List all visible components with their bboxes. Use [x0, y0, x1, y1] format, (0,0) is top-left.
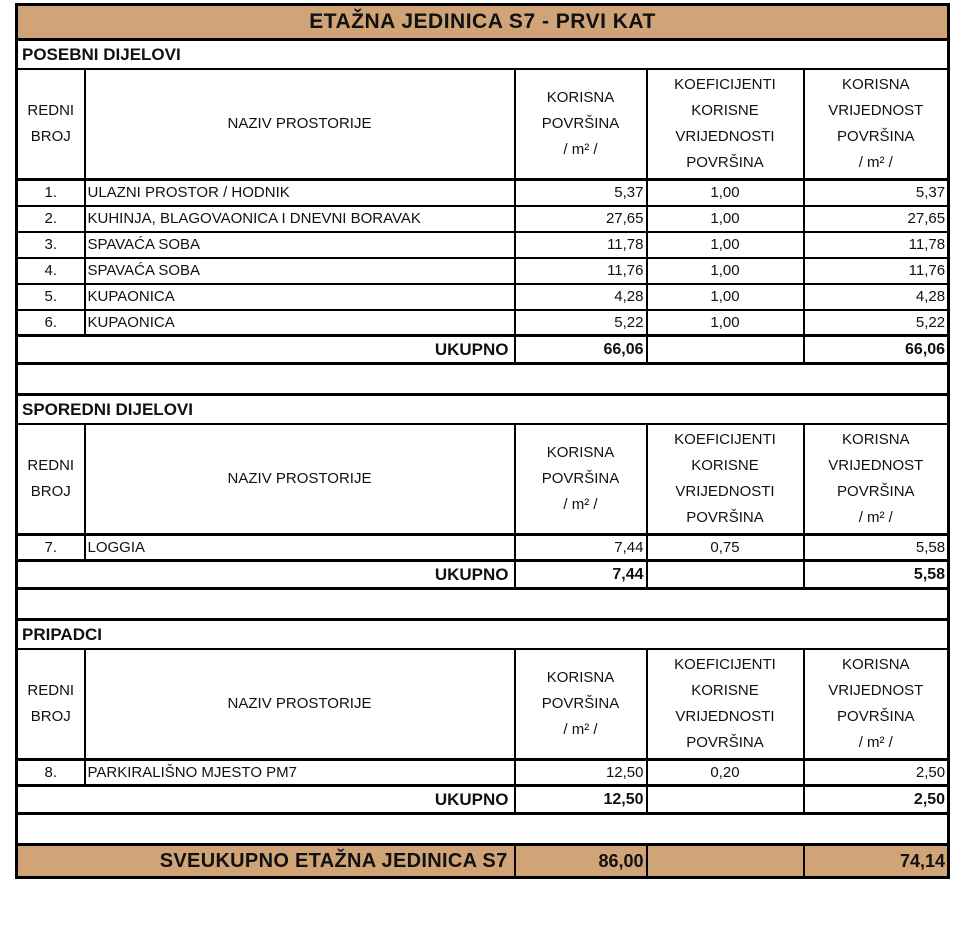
cell-naziv: PARKIRALIŠNO MJESTO PM7 [85, 760, 515, 786]
ukupno-koeficijent-empty [647, 336, 804, 364]
cell-naziv: ULAZNI PROSTOR / HODNIK [85, 180, 515, 206]
cell-koeficijent: 1,00 [647, 206, 804, 232]
section-spacer [17, 364, 949, 395]
cell-redni-broj: 1. [17, 180, 85, 206]
section-title: SPOREDNI DIJELOVI [17, 395, 949, 425]
ukupno-label: UKUPNO [17, 336, 515, 364]
grand-total-korisna-povrsina: 86,00 [515, 845, 647, 878]
column-header-row [17, 649, 949, 760]
ukupno-korisna-vrijednost: 66,06 [804, 336, 949, 364]
cell-korisna-povrsina: 11,76 [515, 258, 647, 284]
table-row [17, 232, 949, 258]
col-header-redni-broj: REDNI BROJ [17, 424, 85, 535]
cell-koeficijent: 1,00 [647, 310, 804, 336]
spacer-cell [17, 364, 949, 395]
cell-korisna-povrsina: 27,65 [515, 206, 647, 232]
area-calculation-table [15, 3, 950, 879]
cell-naziv: KUHINJA, BLAGOVAONICA I DNEVNI BORAVAK [85, 206, 515, 232]
col-header-naziv-prostorije: NAZIV PROSTORIJE [85, 69, 515, 180]
cell-korisna-povrsina: 11,78 [515, 232, 647, 258]
cell-koeficijent: 0,75 [647, 535, 804, 561]
title-row [17, 5, 949, 40]
cell-koeficijent: 1,00 [647, 232, 804, 258]
ukupno-korisna-vrijednost: 2,50 [804, 786, 949, 814]
cell-redni-broj: 2. [17, 206, 85, 232]
table-row [17, 284, 949, 310]
cell-korisna-povrsina: 5,37 [515, 180, 647, 206]
col-header-naziv-prostorije: NAZIV PROSTORIJE [85, 424, 515, 535]
cell-korisna-vrijednost: 27,65 [804, 206, 949, 232]
col-header-korisna-vrijednost: KORISNA VRIJEDNOST POVRŠINA / m² / [804, 424, 949, 535]
ukupno-koeficijent-empty [647, 786, 804, 814]
cell-koeficijent: 0,20 [647, 760, 804, 786]
table-row [17, 180, 949, 206]
section-header-sporedni-dijelovi [17, 395, 949, 425]
cell-korisna-vrijednost: 5,58 [804, 535, 949, 561]
table-row [17, 535, 949, 561]
cell-korisna-vrijednost: 2,50 [804, 760, 949, 786]
table-title: ETAŽNA JEDINICA S7 - PRVI KAT [17, 5, 949, 40]
cell-redni-broj: 4. [17, 258, 85, 284]
table-row [17, 760, 949, 786]
col-header-koeficijenti: KOEFICIJENTI KORISNE VRIJEDNOSTI POVRŠINA [647, 69, 804, 180]
cell-korisna-vrijednost: 5,22 [804, 310, 949, 336]
grand-total-row [17, 845, 949, 878]
ukupno-korisna-povrsina: 7,44 [515, 561, 647, 589]
col-header-korisna-vrijednost: KORISNA VRIJEDNOST POVRŠINA / m² / [804, 69, 949, 180]
col-header-korisna-povrsina: KORISNA POVRŠINA / m² / [515, 424, 647, 535]
cell-redni-broj: 6. [17, 310, 85, 336]
spacer-cell [17, 814, 949, 845]
ukupno-label: UKUPNO [17, 561, 515, 589]
cell-naziv: KUPAONICA [85, 284, 515, 310]
col-header-korisna-povrsina: KORISNA POVRŠINA / m² / [515, 649, 647, 760]
subtotal-row [17, 336, 949, 364]
ukupno-koeficijent-empty [647, 561, 804, 589]
section-title: PRIPADCI [17, 620, 949, 650]
section-spacer [17, 589, 949, 620]
cell-korisna-vrijednost: 11,76 [804, 258, 949, 284]
col-header-redni-broj: REDNI BROJ [17, 69, 85, 180]
col-header-koeficijenti: KOEFICIJENTI KORISNE VRIJEDNOSTI POVRŠINA [647, 424, 804, 535]
spacer-cell [17, 589, 949, 620]
cell-korisna-vrijednost: 4,28 [804, 284, 949, 310]
ukupno-korisna-vrijednost: 5,58 [804, 561, 949, 589]
cell-korisna-vrijednost: 11,78 [804, 232, 949, 258]
column-header-row [17, 69, 949, 180]
subtotal-row [17, 561, 949, 589]
ukupno-korisna-povrsina: 66,06 [515, 336, 647, 364]
section-header-posebni-dijelovi [17, 40, 949, 70]
grand-total-label: SVEUKUPNO ETAŽNA JEDINICA S7 [17, 845, 515, 878]
cell-koeficijent: 1,00 [647, 284, 804, 310]
section-spacer [17, 814, 949, 845]
table-row [17, 206, 949, 232]
table-row [17, 258, 949, 284]
cell-naziv: SPAVAĆA SOBA [85, 232, 515, 258]
cell-koeficijent: 1,00 [647, 258, 804, 284]
cell-korisna-povrsina: 4,28 [515, 284, 647, 310]
ukupno-label: UKUPNO [17, 786, 515, 814]
cell-redni-broj: 8. [17, 760, 85, 786]
table-row [17, 310, 949, 336]
cell-korisna-povrsina: 7,44 [515, 535, 647, 561]
cell-redni-broj: 5. [17, 284, 85, 310]
cell-koeficijent: 1,00 [647, 180, 804, 206]
cell-naziv: KUPAONICA [85, 310, 515, 336]
cell-korisna-povrsina: 5,22 [515, 310, 647, 336]
col-header-korisna-povrsina: KORISNA POVRŠINA / m² / [515, 69, 647, 180]
col-header-korisna-vrijednost: KORISNA VRIJEDNOST POVRŠINA / m² / [804, 649, 949, 760]
cell-korisna-vrijednost: 5,37 [804, 180, 949, 206]
section-header-pripadci [17, 620, 949, 650]
grand-total-korisna-vrijednost: 74,14 [804, 845, 949, 878]
cell-naziv: SPAVAĆA SOBA [85, 258, 515, 284]
col-header-naziv-prostorije: NAZIV PROSTORIJE [85, 649, 515, 760]
col-header-koeficijenti: KOEFICIJENTI KORISNE VRIJEDNOSTI POVRŠINA [647, 649, 804, 760]
subtotal-row [17, 786, 949, 814]
col-header-redni-broj: REDNI BROJ [17, 649, 85, 760]
cell-redni-broj: 7. [17, 535, 85, 561]
grand-total-koeficijent-empty [647, 845, 804, 878]
section-title: POSEBNI DIJELOVI [17, 40, 949, 70]
ukupno-korisna-povrsina: 12,50 [515, 786, 647, 814]
cell-korisna-povrsina: 12,50 [515, 760, 647, 786]
column-header-row [17, 424, 949, 535]
cell-redni-broj: 3. [17, 232, 85, 258]
cell-naziv: LOGGIA [85, 535, 515, 561]
